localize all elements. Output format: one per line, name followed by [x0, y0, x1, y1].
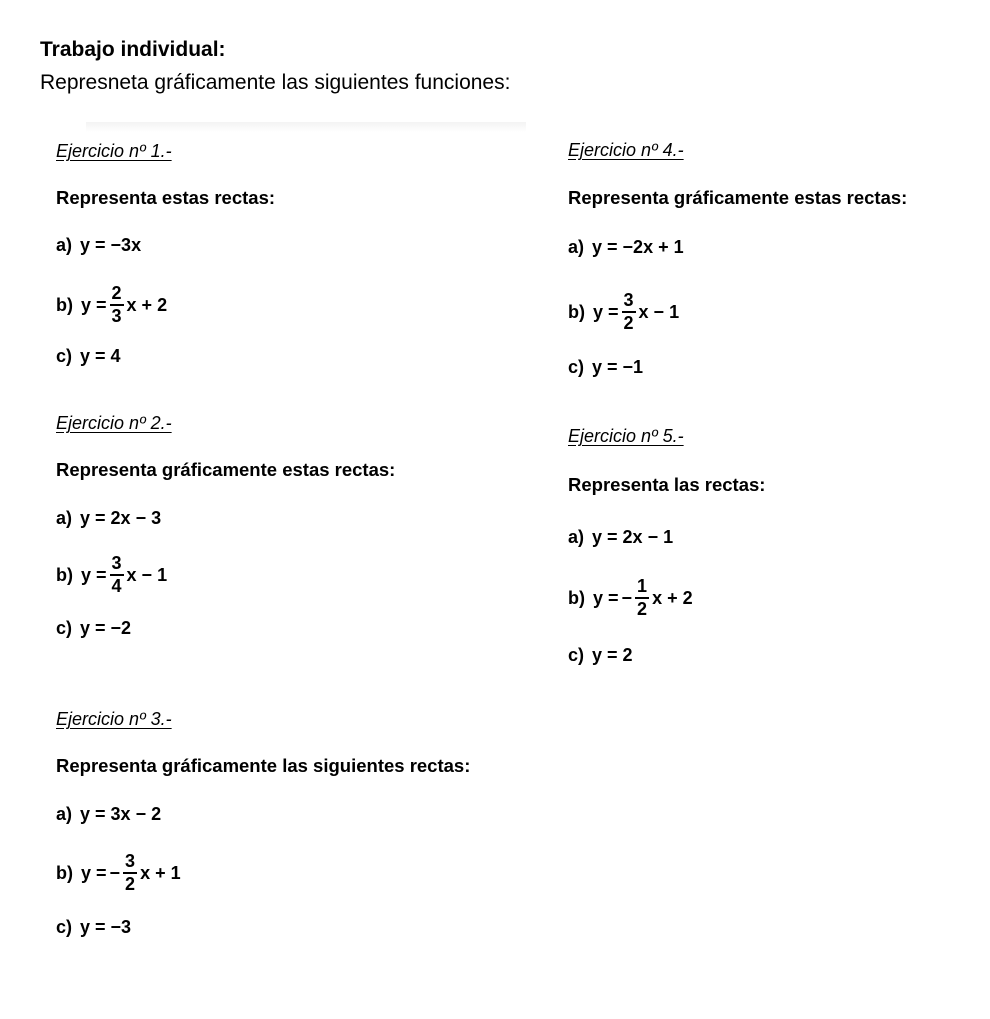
- equation: y = 3x − 2: [80, 804, 162, 824]
- equation-rest: x − 1: [638, 302, 680, 322]
- exercise-instruction: Representa las rectas:: [568, 474, 766, 495]
- exercise-item-c: [56, 615, 131, 641]
- exercise-title: Ejercicio nº 1.-: [56, 141, 172, 161]
- exercise-item-c: [56, 343, 121, 369]
- exercise-instruction: Representa gráficamente estas rectas:: [568, 187, 908, 208]
- exercise-title: Ejercicio nº 4.-: [568, 140, 684, 160]
- fraction: [110, 284, 124, 326]
- exercise-item-a: [56, 505, 161, 531]
- exercise-title: Ejercicio nº 3.-: [56, 709, 172, 729]
- fraction: [123, 852, 137, 894]
- item-label: c): [568, 645, 585, 665]
- equation-lhs: y =: [81, 565, 107, 585]
- item-label: b): [56, 565, 73, 585]
- fraction-numerator: 2: [110, 284, 124, 306]
- exercise-item-c: [56, 914, 131, 940]
- exercise-item-a: [568, 524, 673, 550]
- fraction: [622, 291, 636, 333]
- equation-rest: x + 2: [126, 295, 168, 315]
- exercise-item-b: [568, 290, 680, 333]
- equation-lhs: y =: [593, 588, 619, 608]
- item-label: c): [56, 917, 73, 937]
- equation: y = 2x − 3: [80, 508, 162, 528]
- exercise-item-b: [56, 553, 168, 596]
- fraction-denominator: 4: [111, 576, 122, 596]
- exercise-item-c: [568, 354, 643, 380]
- equation: y = 2: [592, 645, 633, 665]
- fraction-numerator: 3: [110, 554, 124, 576]
- exercise-item-c: [568, 642, 633, 668]
- equation: y = −3x: [80, 235, 142, 255]
- equation: y = 2x − 1: [592, 527, 674, 547]
- item-label: a): [56, 804, 73, 824]
- equation: y = −1: [592, 357, 644, 377]
- item-label: b): [56, 295, 73, 315]
- exercise-instruction: Representa gráficamente estas rectas:: [56, 459, 396, 480]
- equation-rest: x + 2: [652, 588, 693, 608]
- fraction-numerator: 1: [635, 577, 649, 599]
- exercise-title: Ejercicio nº 2.-: [56, 413, 172, 433]
- exercise-title: Ejercicio nº 5.-: [568, 426, 684, 446]
- item-label: c): [568, 357, 585, 377]
- fraction-numerator: 3: [622, 291, 636, 313]
- fraction-numerator: 3: [123, 852, 137, 874]
- scan-shading: [86, 122, 526, 132]
- equation: y = 4: [80, 346, 121, 366]
- document-title: Trabajo individual:: [40, 38, 226, 61]
- equation-lhs: y =: [593, 302, 619, 322]
- exercise-item-a: [568, 234, 684, 260]
- exercise-item-a: [56, 232, 141, 258]
- fraction-denominator: 3: [111, 306, 122, 326]
- equation-sign: −: [109, 863, 121, 883]
- equation-rest: x − 1: [126, 565, 168, 585]
- fraction-denominator: 2: [623, 313, 634, 333]
- item-label: a): [56, 508, 73, 528]
- equation: y = −2: [80, 618, 132, 638]
- item-label: b): [56, 863, 73, 883]
- equation-rest: x + 1: [140, 863, 181, 883]
- exercise-item-b: [568, 576, 693, 619]
- item-label: a): [568, 237, 585, 257]
- exercise-item-a: [56, 801, 161, 827]
- equation-lhs: y =: [81, 863, 107, 883]
- exercise-item-b: [56, 283, 168, 326]
- fraction-denominator: 2: [125, 874, 136, 894]
- fraction-denominator: 2: [637, 599, 648, 619]
- item-label: b): [568, 302, 585, 322]
- fraction: [110, 554, 124, 596]
- item-label: c): [56, 618, 73, 638]
- item-label: a): [56, 235, 73, 255]
- item-label: c): [56, 346, 73, 366]
- equation-lhs: y =: [81, 295, 107, 315]
- exercise-instruction: Representa gráficamente las siguientes rectas:: [56, 755, 471, 776]
- item-label: b): [568, 588, 585, 608]
- equation: y = −2x + 1: [592, 237, 684, 257]
- exercise-instruction: Representa estas rectas:: [56, 187, 276, 208]
- equation: y = −3: [80, 917, 132, 937]
- fraction: [635, 577, 649, 619]
- item-label: a): [568, 527, 585, 547]
- document-subtitle: Represneta gráficamente las siguientes funciones:: [40, 71, 511, 94]
- equation-sign: −: [621, 588, 633, 608]
- exercise-item-b: [56, 851, 181, 894]
